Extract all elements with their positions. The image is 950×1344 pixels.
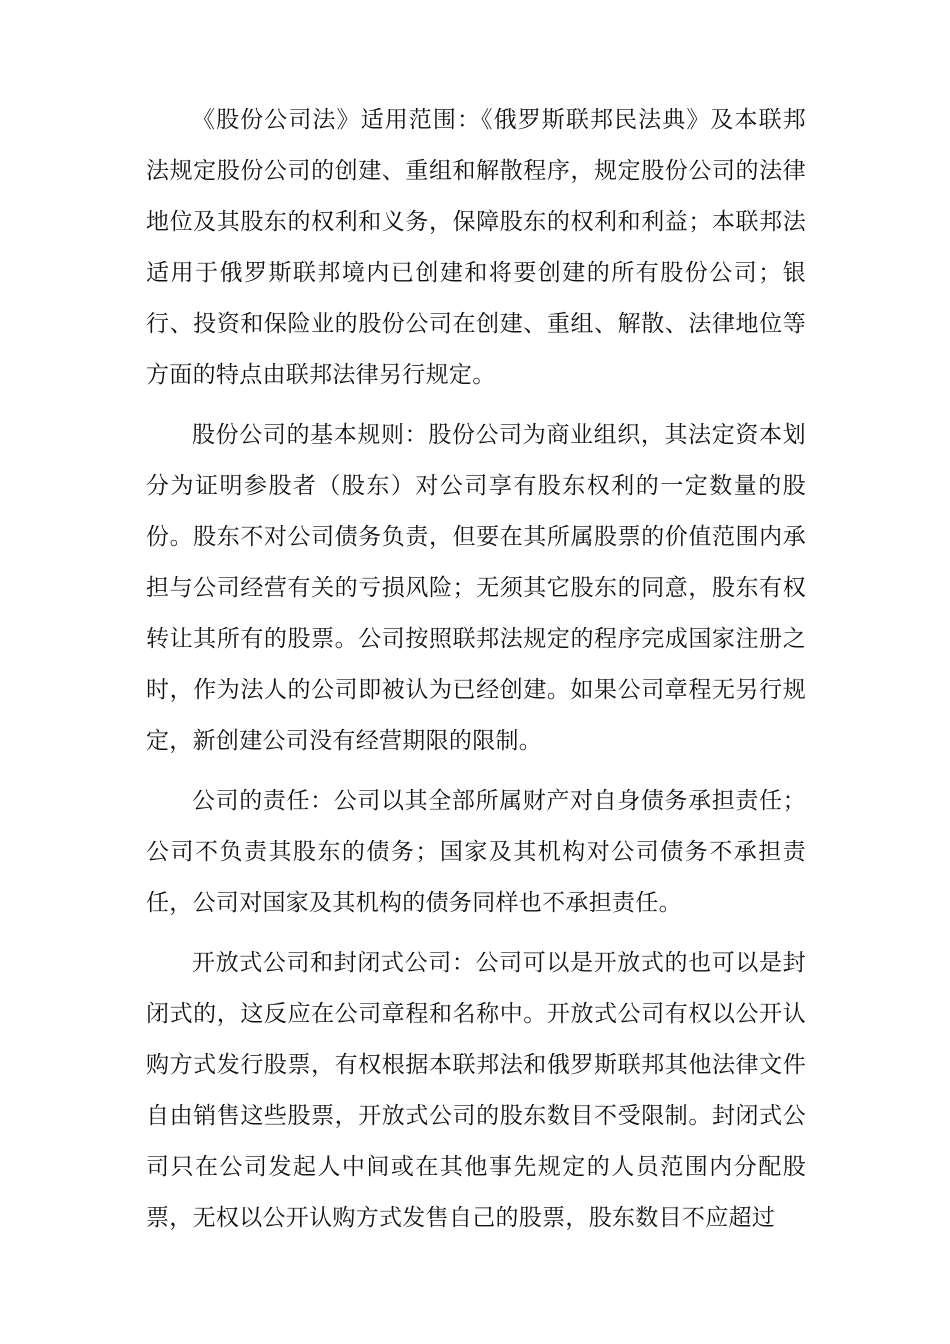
document-page — [146, 95, 806, 1253]
paragraph-basic-rules: 股份公司的基本规则：股份公司为商业组织，其法定资本划分为证明参股者（股东）对公司享有股东权利的一定数量的股份。股东不对公司债务负责，但要在其所属股票的价值范围内承担与公司经营有关的亏损风险；无须其它股东的同意，股东有权转让其所有的股票。公司按照联邦法规定的程序完成国家注册之时，作为法人的公司即被认为已经创建。如果公司章程无另行规定，新创建公司没有经营期限的限制。 — [146, 422, 806, 754]
paragraph-open-closed-companies: 开放式公司和封闭式公司：公司可以是开放式的也可以是封闭式的，这反应在公司章程和名称中。开放式公司有权以公开认购方式发行股票，有权根据本联邦法和俄罗斯联邦其他法律文件自由销售这些股票，开放式公司的股东数目不受限制。封闭式公司只在公司发起人中间或在其他事先规定的人员范围内分配股票，无权以公开认购方式发售自己的股票，股东数目不应超过 — [146, 950, 806, 1231]
paragraph-liability: 公司的责任：公司以其全部所属财产对自身债务承担责任；公司不负责其股东的债务；国家及其机构对公司债务不承担责任，公司对国家及其机构的债务同样也不承担责任。 — [146, 788, 806, 916]
paragraph-scope: 《股份公司法》适用范围：《俄罗斯联邦民法典》及本联邦法规定股份公司的创建、重组和解散程序，规定股份公司的法律地位及其股东的权利和义务，保障股东的权利和利益；本联邦法适用于俄罗斯联邦境内已创建和将要创建的所有股份公司；银行、投资和保险业的股份公司在创建、重组、解散、法律地位等方面的特点由联邦法律另行规定。 — [146, 107, 806, 388]
